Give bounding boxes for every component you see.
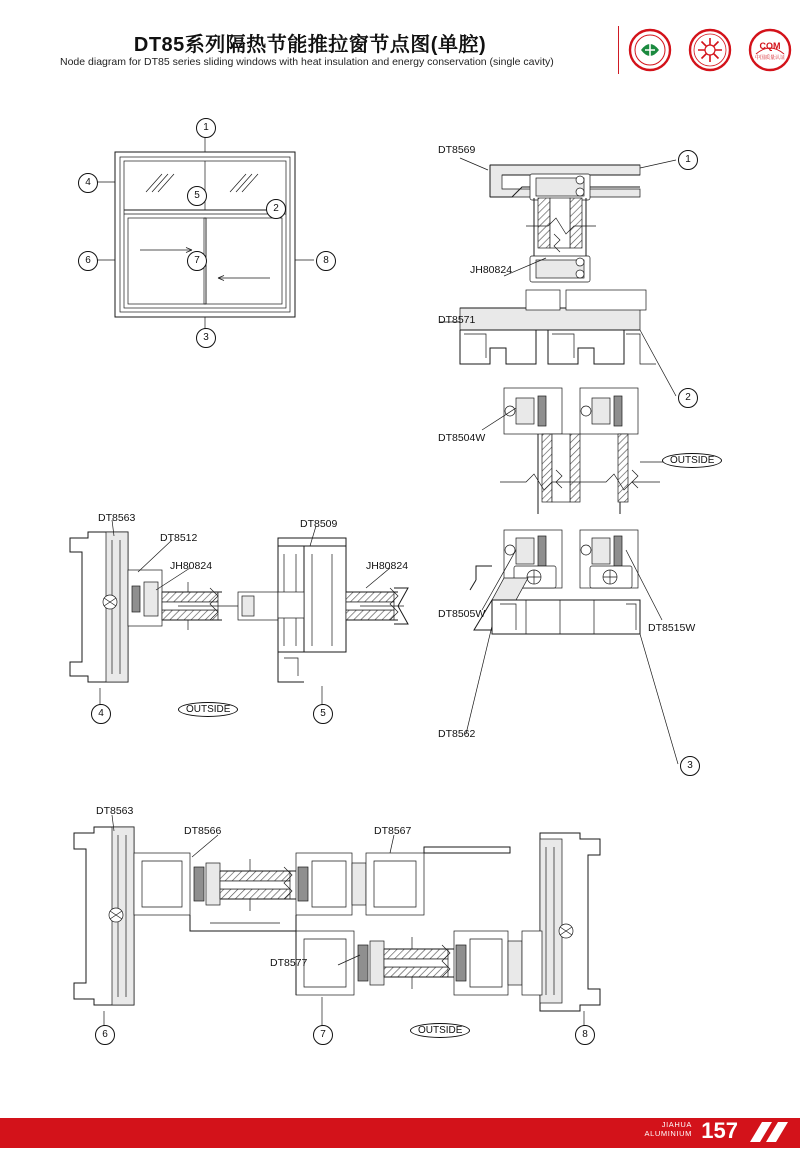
page-header — [0, 0, 800, 92]
callout-1: 1 — [196, 118, 216, 138]
horizontal-section-678-drawing — [60, 805, 680, 1075]
callout-ref-2: 2 — [678, 388, 698, 408]
callout-ref-7: 7 — [313, 1025, 333, 1045]
callout-ref-5: 5 — [313, 704, 333, 724]
header-divider — [618, 26, 619, 74]
label-jh80824-right: JH80824 — [470, 264, 513, 276]
page-footer — [0, 1118, 800, 1167]
label-dt8577: DT8577 — [270, 957, 308, 969]
label-dt8566: DT8566 — [184, 825, 222, 837]
label-dt8505w: DT8505W — [438, 608, 486, 620]
label-dt8571: DT8571 — [438, 314, 476, 326]
certification-logo-icon — [688, 28, 732, 72]
footer-logo-icon — [746, 1120, 792, 1146]
svg-text:中国质量认证: 中国质量认证 — [754, 55, 786, 61]
svg-text:CQM: CQM — [759, 41, 781, 51]
outside-marker-bottom: OUTSIDE — [410, 1023, 470, 1038]
callout-4: 4 — [78, 173, 98, 193]
jiahua-logo-icon — [628, 28, 672, 72]
page-title-en — [60, 56, 620, 69]
label-dt8563-mid: DT8563 — [98, 512, 136, 524]
label-dt8563-bottom: DT8563 — [96, 805, 134, 817]
callout-ref-8: 8 — [575, 1025, 595, 1045]
window-elevation-drawing — [80, 122, 340, 400]
footer-brand-line1: JIAHUA — [661, 1120, 692, 1129]
callout-ref-3: 3 — [680, 756, 700, 776]
label-dt8512: DT8512 — [160, 532, 198, 544]
callout-7: 7 — [187, 251, 207, 271]
label-dt8567: DT8567 — [374, 825, 412, 837]
callout-2: 2 — [266, 199, 286, 219]
callout-ref-1: 1 — [678, 150, 698, 170]
horizontal-section-45-drawing — [60, 510, 440, 770]
outside-marker-right: OUTSIDE — [662, 453, 722, 468]
cqm-logo-icon — [748, 28, 792, 72]
callout-ref-4: 4 — [91, 704, 111, 724]
callout-8: 8 — [316, 251, 336, 271]
callout-ref-6: 6 — [95, 1025, 115, 1045]
label-jh80824-left: JH80824 — [170, 560, 213, 572]
vertical-section-drawing — [430, 130, 760, 790]
page-number: 157 — [701, 1118, 738, 1143]
label-dt8569: DT8569 — [438, 144, 476, 156]
callout-3: 3 — [196, 328, 216, 348]
label-dt8515w: DT8515W — [648, 622, 696, 634]
label-dt8504w: DT8504W — [438, 432, 486, 444]
page-title-cn: DT85系列隔热节能推拉窗节点图(单腔) — [133, 34, 487, 56]
label-dt8562: DT8562 — [438, 728, 476, 740]
footer-brand — [618, 1120, 692, 1138]
callout-5: 5 — [187, 186, 207, 206]
footer-brand-line2: ALUMINIUM — [644, 1129, 692, 1138]
page-title-en-text: Node diagram for DT85 series sliding windows with heat insulation and energy conservation (single cavity) — [60, 56, 554, 68]
callout-6: 6 — [78, 251, 98, 271]
label-jh80824-mid-right: JH80824 — [366, 560, 409, 572]
header-logos — [628, 26, 794, 74]
label-dt8509: DT8509 — [300, 518, 338, 530]
outside-marker-mid: OUTSIDE — [178, 702, 238, 717]
